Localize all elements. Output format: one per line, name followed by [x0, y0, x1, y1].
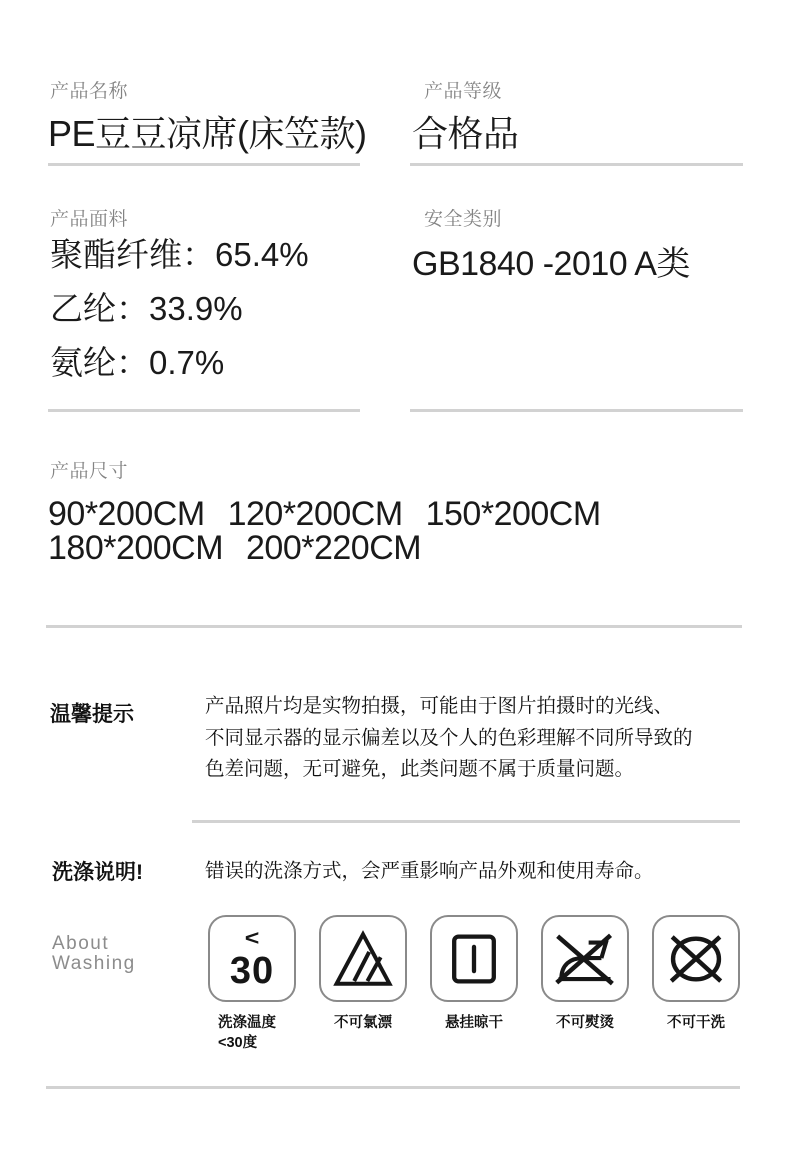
divider-under-tips — [192, 820, 740, 823]
about-washing-line-1: About — [52, 933, 110, 954]
product-name-label: 产品名称 — [50, 81, 129, 102]
hang-dry-icon — [430, 915, 518, 1002]
care-label-hang-dry: 悬挂晾干 — [445, 1015, 503, 1031]
washing-instructions-label: 洗涤说明! — [52, 861, 143, 884]
product-grade-label: 产品等级 — [424, 81, 503, 102]
product-name-value: PE豆豆凉席(床笠款) — [48, 113, 367, 154]
warm-tips-line-2: 不同显示器的显示偏差以及个人的色彩理解不同所导致的 — [205, 726, 693, 749]
fabric-composition — [50, 228, 309, 390]
care-label-wash-temp: 洗涤温度 <30度 — [218, 1015, 276, 1051]
about-washing-text — [52, 934, 136, 974]
size-line-1: 90*200CM 120*200CM 150*200CM — [48, 495, 601, 533]
divider-under-safety — [410, 409, 743, 412]
size-line-2: 180*200CM 200*220CM — [48, 529, 422, 567]
no-dry-clean-icon — [652, 915, 740, 1002]
divider-under-fabric — [48, 409, 360, 412]
divider-under-sizes — [46, 625, 742, 628]
size-label: 产品尺寸 — [50, 461, 129, 482]
warm-tips-line-1: 产品照片均是实物拍摄，可能由于图片拍摄时的光线、 — [205, 695, 674, 717]
wash-temp-30-icon — [208, 915, 296, 1002]
care-item-hang-dry — [430, 915, 518, 1053]
fabric-line-polyester: 聚酯纤维：65.4% — [50, 236, 309, 273]
divider-under-name — [48, 163, 360, 166]
less-than-glyph: < — [244, 925, 260, 950]
product-grade-value: 合格品 — [412, 113, 519, 154]
divider-bottom — [46, 1086, 740, 1089]
care-item-wash-temp — [208, 915, 296, 1053]
about-washing-line-2: Washing — [52, 953, 136, 974]
care-item-no-dry-clean — [652, 915, 740, 1053]
care-item-no-bleach — [319, 915, 407, 1053]
washing-warning-text: 错误的洗涤方式，会严重影响产品外观和使用寿命。 — [205, 860, 654, 882]
divider-under-grade — [410, 163, 743, 166]
warm-tips-line-3: 色差问题，无可避免，此类问题不属于质量问题。 — [205, 758, 635, 780]
size-list — [48, 497, 601, 565]
care-icon-row — [208, 915, 740, 1053]
safety-category-label: 安全类别 — [424, 209, 503, 230]
care-item-no-iron — [541, 915, 629, 1053]
no-bleach-icon — [319, 915, 407, 1002]
fabric-line-spandex: 氨纶：0.7% — [50, 344, 225, 381]
care-label-no-bleach: 不可氯漂 — [334, 1015, 392, 1031]
safety-category-value: GB1840 -2010 A类 — [412, 245, 690, 283]
care-label-no-iron: 不可熨烫 — [556, 1015, 614, 1031]
warm-tips-label: 温馨提示 — [50, 703, 134, 726]
fabric-line-polyethylene: 乙纶：33.9% — [50, 290, 243, 327]
fabric-label: 产品面料 — [50, 209, 129, 230]
care-label-no-dry-clean: 不可干洗 — [667, 1015, 725, 1031]
thirty-glyph: 30 — [229, 949, 275, 992]
warm-tips-text — [205, 691, 693, 786]
no-iron-icon — [541, 915, 629, 1002]
